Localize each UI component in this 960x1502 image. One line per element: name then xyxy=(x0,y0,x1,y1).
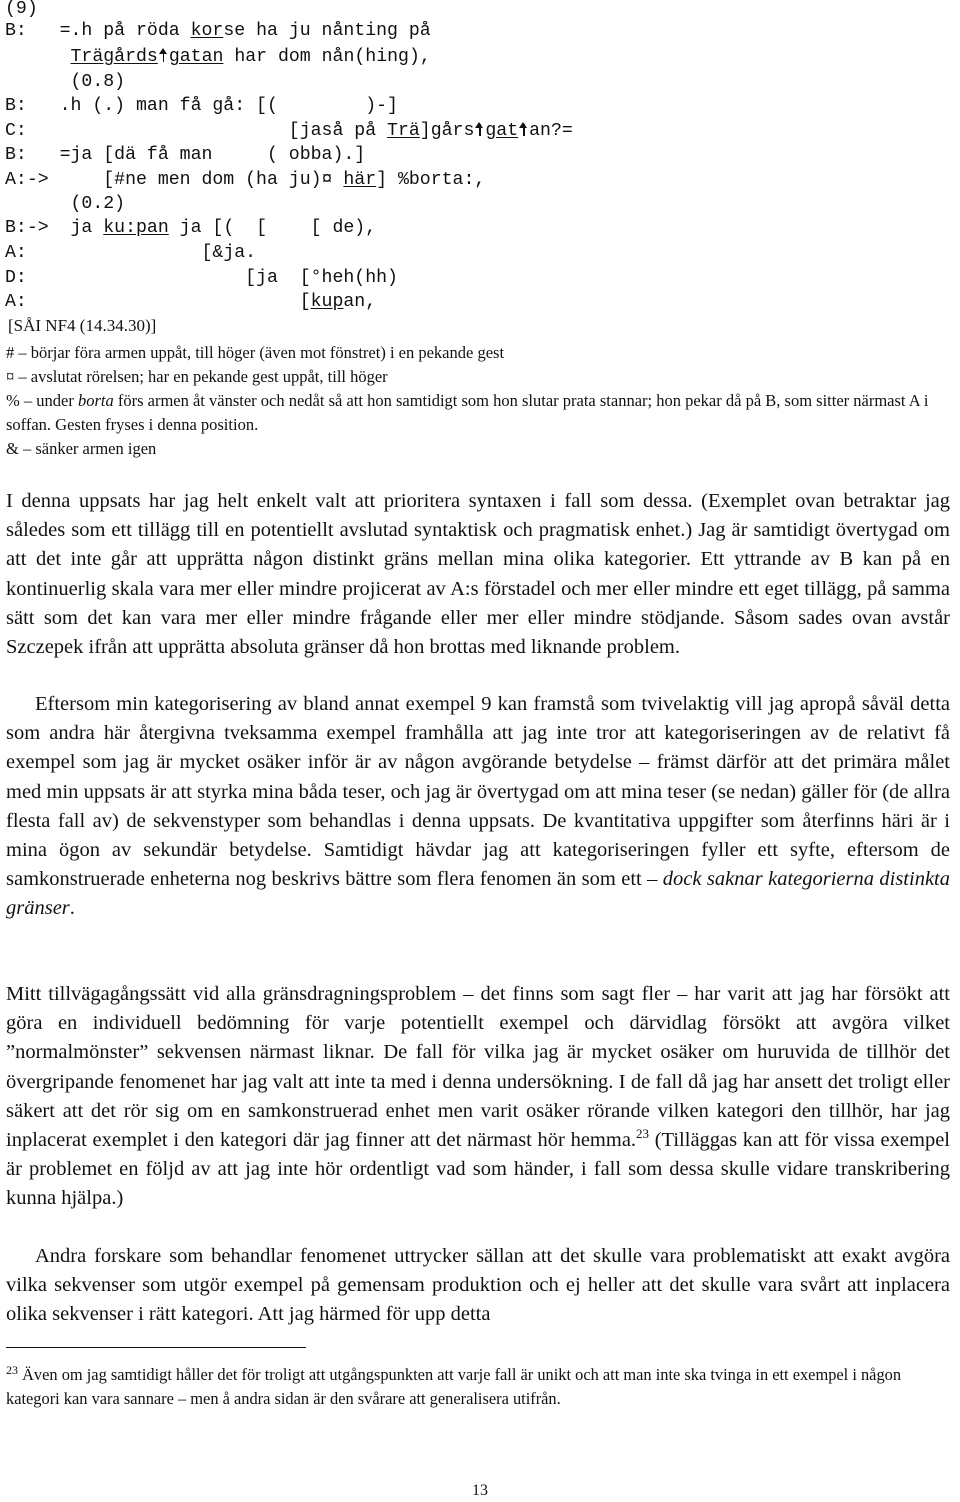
transcript-line: A: [&ja. xyxy=(5,243,257,263)
pitch-up-arrow-icon xyxy=(474,122,485,136)
footnote-divider xyxy=(6,1347,306,1348)
transcript-line: B: =ja [dä få man ( obba).] xyxy=(5,145,366,165)
paragraph-4: Andra forskare som behandlar fenomenet uttrycker sällan att det skulle vara problematiskt att exakt avgöra vilka sekvenser som utgör exempel på gemensam produktion och ej heller att det skulle vara svårt att inplacera olika sekvenser i rätt kategori. Att jag härmed för upp detta xyxy=(6,1245,950,1326)
paragraph-1: I denna uppsats har jag helt enkelt valt att prioritera syntaxen i fall som dessa. (Exemplet ovan betraktar jag således som ett tillägg till en potentiellt avslutad syntaktisk och pragmatisk enhet.) Jag är samtidigt övertygad om att det inte går att upprätta någon distinkt gräns mellan mina olika kategorier. Ett yttrande av B kan på en kontinuerlig skala vara mer eller mindre projicerat av A:s förstadel och mer eller mindre ett eget tillägg, på samma sätt som det kan vara mer eller mindre frågande eller mer eller mindre stödjande. Såsom sades ovan avstår Szczepek ifrån att upprätta absoluta gränser då hon brottas med liknande problem. xyxy=(6,490,950,659)
transcript-line: B: =.h på röda korse ha ju nånting på xyxy=(5,21,431,41)
gesture-legend-amp: & – sänker armen igen xyxy=(6,439,157,458)
gesture-legend-currency: ¤ – avslutat rörelsen; har en pekande gest uppåt, till höger xyxy=(6,367,388,386)
pitch-up-arrow-icon xyxy=(158,48,169,62)
paragraph-2: Eftersom min kategorisering av bland annat exempel 9 kan framstå som tvivelaktig vill jag apropå såväl detta som andra här återgivna tveksamma exempel framhålla att jag inte tror att kategoriseringen av de relativt få exempel som jag är mycket osäker inför är av någon avgörande betydelse – främst därför att det primära målet med min uppsats är att styrka mina båda teser, och jag är övertygad om att mina teser (se nedan) gäller för (de allra flesta fall av) de sekvenstyper som behandlas i denna uppsats. De kvantitativa uppgifter som återfinns häri är i mina ögon av sekundär betydelse. Samtidigt hävdar jag att kategoriseringen fyller ett syfte, eftersom de samkonstruerade enheterna nog beskrivs bättre som flera fenomen än som ett – dock saknar kategorierna distinkta gränser. xyxy=(6,693,950,920)
gesture-legend-percent: % – under borta förs armen åt vänster och nedåt så att hon samtidigt som hon slutar prata stannar; hon pekar då på B, som sitter närmast A i soffan. Gesten fryses i denna position. xyxy=(6,391,929,434)
example-label: (9) xyxy=(5,0,38,19)
transcript-line: Trägårds gatan har dom nån(hing), xyxy=(70,47,431,67)
footnote: $^{23}$ Även om jag samtidigt håller det för troligt att utgångspunkten att varje fall är unikt och att man inte ska tvinga in ett exempel i någon kategori kan vara sannare – men å andra sidan är den svårare att generalisera utifrån. xyxy=(6,1363,902,1408)
transcript-line: (0.2) xyxy=(70,194,126,214)
footnote-marker[interactable]: 23 xyxy=(636,1126,650,1142)
transcript-line: B:-> ja ku:pan ja [( [ [ de), xyxy=(5,218,377,238)
paragraph-3: Mitt tillvägagångssätt vid alla gränsdragningsproblem – det finns som sagt fler – har varit att jag har försökt att göra en individuell bedömning för varje potentiellt exempel och därvidlag försökt att avgöra vilket ”normalmönster” sekvensen närmast liknar. De fall för vilka jag är mycket osäker om huruvida de tillhör det övergripande fenomenet har jag valt att inte ta med i denna undersökning. I de fall då jag har ansett det troligt eller säkert att det rör sig om en samkonstruerad enhet men varit osäker rörande vilken kategori den tillhör, har jag inplacerat exemplet i den kategori där jag finner att det närmast hör hemma.$^{23}$ (Tilläggas kan att för vissa exempel är problemet en följd av att jag inte hör ordentligt vad som händer, i fall som dessa skulle vidare transkribering kunna hjälpa.) xyxy=(6,983,950,1210)
source-reference: [SÅI NF4 (14.34.30)] xyxy=(8,316,157,335)
transcript-line: A:-> [#ne men dom (ha ju)¤ här] %borta:, xyxy=(5,170,486,190)
footnote-number: 23 xyxy=(6,1363,18,1377)
transcript-line: B: .h (.) man få gå: [( )-] xyxy=(5,96,398,116)
pitch-up-arrow-icon xyxy=(518,122,529,136)
transcript-line: (0.8) xyxy=(70,72,126,92)
transcript-line: C: [jaså på Trä]gårs gat an?= xyxy=(5,121,573,141)
transcript-line: A: [kupan, xyxy=(5,292,377,312)
page-number: 13 xyxy=(472,1482,488,1499)
gesture-legend-hash: # – börjar föra armen uppåt, till höger (även mot fönstret) i en pekande gest xyxy=(6,343,505,362)
transcript-line: D: [ja [°heh(hh) xyxy=(5,268,398,288)
